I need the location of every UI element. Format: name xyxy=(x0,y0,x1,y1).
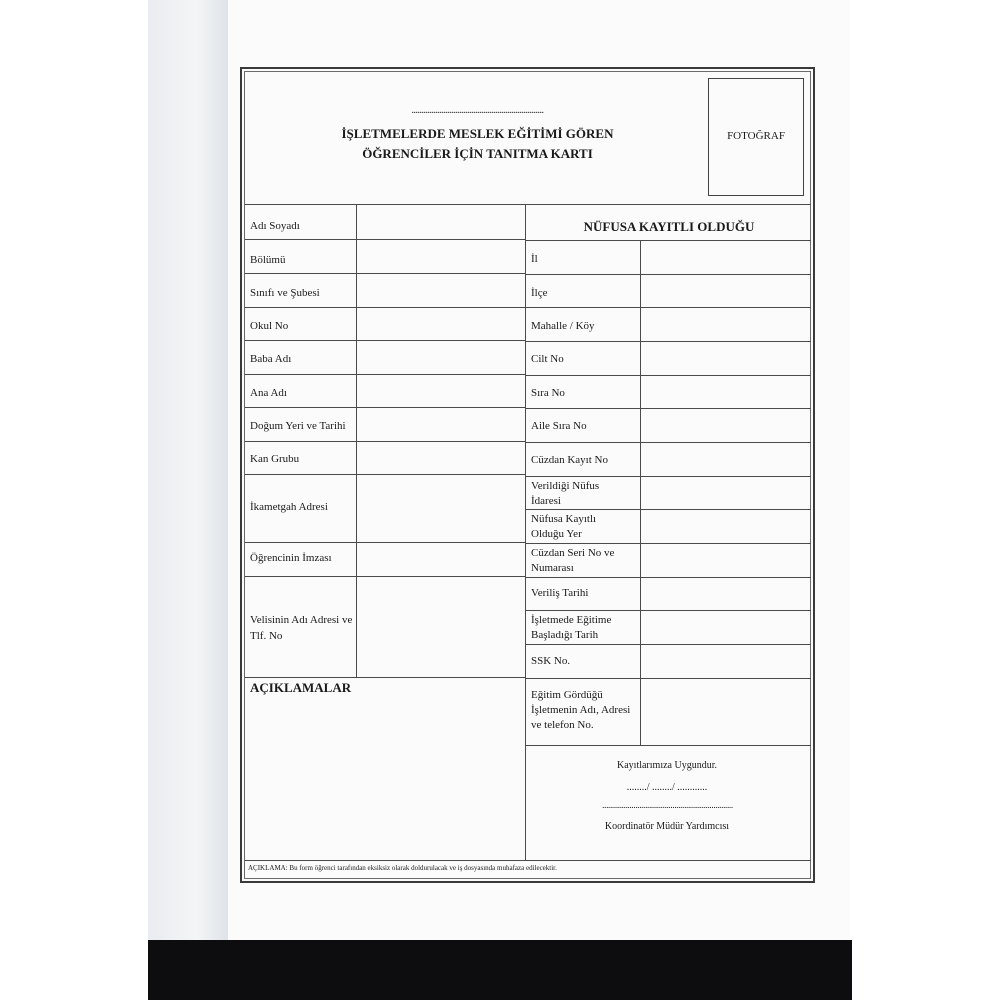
left-row-line xyxy=(245,677,525,678)
input-nufus-idaresi[interactable] xyxy=(642,478,810,508)
field-label-ana-adi: Ana Adı xyxy=(250,387,287,399)
input-aile-sira-no[interactable] xyxy=(642,410,810,441)
field-label-kan-grubu: Kan Grubu xyxy=(250,453,300,465)
input-baba-adi[interactable] xyxy=(358,342,524,373)
field-label-sira-no: Sıra No xyxy=(531,387,565,399)
center-divider xyxy=(525,204,526,860)
left-row-line xyxy=(245,273,525,274)
right-row-line xyxy=(525,442,811,443)
footer-note: AÇIKLAMA: Bu form öğrenci tarafından eksiksiz olarak doldurulacak ve iş dosyasında muhafaza edilecektir. xyxy=(248,864,557,872)
explanations-area[interactable] xyxy=(247,698,523,858)
footer-separator xyxy=(245,860,811,861)
right-row-line xyxy=(525,375,811,376)
left-row-line xyxy=(245,441,525,442)
input-veli[interactable] xyxy=(358,578,524,676)
field-label-cuzdan-kayit: Cüzdan Kayıt No xyxy=(531,454,608,466)
right-row-line xyxy=(525,274,811,275)
left-row-line xyxy=(245,407,525,408)
right-row-line xyxy=(525,341,811,342)
field-label-sinif: Sınıfı ve Şubesi xyxy=(250,287,320,299)
approval-text: Kayıtlarımıza Uygundur. xyxy=(617,760,717,771)
right-row-line xyxy=(525,610,811,611)
left-row-line xyxy=(245,542,525,543)
signer-title: Koordinatör Müdür Yardımcısı xyxy=(604,821,730,832)
field-label-veli: Velisinin Adı Adresi ve Tlf. No xyxy=(250,614,353,642)
input-okul-no[interactable] xyxy=(358,309,524,339)
field-label-ikametgah: İkametgah Adresi xyxy=(250,501,328,513)
input-bolum[interactable] xyxy=(358,241,524,272)
bottom-shadow xyxy=(148,940,852,1000)
field-label-aile-sira-no: Aile Sıra No xyxy=(531,420,587,432)
right-row-line xyxy=(525,408,811,409)
page-margin-right xyxy=(850,0,1000,1000)
input-ssk-no[interactable] xyxy=(642,646,810,677)
right-row-line xyxy=(525,644,811,645)
form-title-line2: ÖĞRENCİLER İÇİN TANITMA KARTI xyxy=(362,146,593,161)
field-label-ilce: İlçe xyxy=(531,287,548,299)
input-ad-soyad[interactable] xyxy=(358,206,524,238)
input-mahalle[interactable] xyxy=(642,309,810,340)
field-label-bolum: Bölümü xyxy=(250,254,286,266)
input-il[interactable] xyxy=(642,242,810,273)
input-baslangic-tarihi[interactable] xyxy=(642,612,810,643)
field-label-cilt-no: Cilt No xyxy=(531,353,564,365)
field-label-imza: Öğrencinin İmzası xyxy=(250,552,332,564)
input-kayitli-yer[interactable] xyxy=(642,511,810,542)
left-row-line xyxy=(245,239,525,240)
right-column-divider xyxy=(640,240,641,745)
left-row-line xyxy=(245,474,525,475)
input-ikametgah[interactable] xyxy=(358,476,524,541)
left-row-line xyxy=(245,307,525,308)
explanations-title: AÇIKLAMALAR xyxy=(250,680,352,695)
right-row-line xyxy=(525,543,811,544)
field-label-ssk-no: SSK No. xyxy=(531,655,571,667)
input-cuzdan-kayit[interactable] xyxy=(642,444,810,475)
right-row-line xyxy=(525,509,811,510)
field-label-nufus-idaresi: Verildiği Nüfus İdaresi xyxy=(531,480,600,507)
field-label-isletme: Eğitim Gördüğü İşletmenin Adı, Adresi ve telefon No. xyxy=(531,689,631,731)
field-label-kayitli-yer: Nüfusa Kayıtlı Olduğu Yer xyxy=(531,513,597,540)
right-row-line xyxy=(525,577,811,578)
right-row-line xyxy=(525,307,811,308)
right-row-line xyxy=(525,240,811,241)
photo-label: FOTOĞRAF xyxy=(727,130,785,142)
field-label-dogum: Doğum Yeri ve Tarihi xyxy=(250,420,346,432)
field-label-cuzdan-seri: Cüzdan Seri No ve Numarası xyxy=(531,547,615,574)
right-row-line xyxy=(525,678,811,679)
field-label-verilis-tarihi: Veriliş Tarihi xyxy=(531,587,589,599)
input-cuzdan-seri[interactable] xyxy=(642,545,810,576)
form-title-line1: İŞLETMELERDE MESLEK EĞİTİMİ GÖREN xyxy=(341,126,614,141)
field-label-mahalle: Mahalle / Köy xyxy=(531,320,595,332)
field-label-baslangic-tarihi: İşletmede Eğitime Başladığı Tarih xyxy=(531,614,612,641)
left-row-line xyxy=(245,340,525,341)
input-sira-no[interactable] xyxy=(642,377,810,407)
right-row-line xyxy=(525,745,811,746)
header-separator xyxy=(245,204,811,205)
input-dogum[interactable] xyxy=(358,409,524,440)
binding-left xyxy=(148,0,228,1000)
input-kan-grubu[interactable] xyxy=(358,443,524,473)
right-row-line xyxy=(525,476,811,477)
left-column-divider xyxy=(356,204,357,677)
header-dots: .................................................................. xyxy=(411,106,544,116)
input-sinif[interactable] xyxy=(358,275,524,306)
input-cilt-no[interactable] xyxy=(642,343,810,374)
input-verilis-tarihi[interactable] xyxy=(642,579,810,609)
input-isletme[interactable] xyxy=(642,680,810,744)
field-label-ad-soyad: Adı Soyadı xyxy=(250,220,300,232)
signature-line[interactable]: ................................................................... xyxy=(602,800,733,810)
input-ilce[interactable] xyxy=(642,276,810,306)
registry-title: NÜFUSA KAYITLI OLDUĞU xyxy=(583,219,755,234)
left-row-line xyxy=(245,576,525,577)
approval-date[interactable]: ......../ ......../ ............ xyxy=(626,782,708,793)
input-ana-adi[interactable] xyxy=(358,376,524,406)
left-row-line xyxy=(245,374,525,375)
field-label-okul-no: Okul No xyxy=(250,320,289,332)
field-label-baba-adi: Baba Adı xyxy=(250,353,292,365)
field-label-il: İl xyxy=(531,253,538,265)
input-imza[interactable] xyxy=(358,544,524,575)
